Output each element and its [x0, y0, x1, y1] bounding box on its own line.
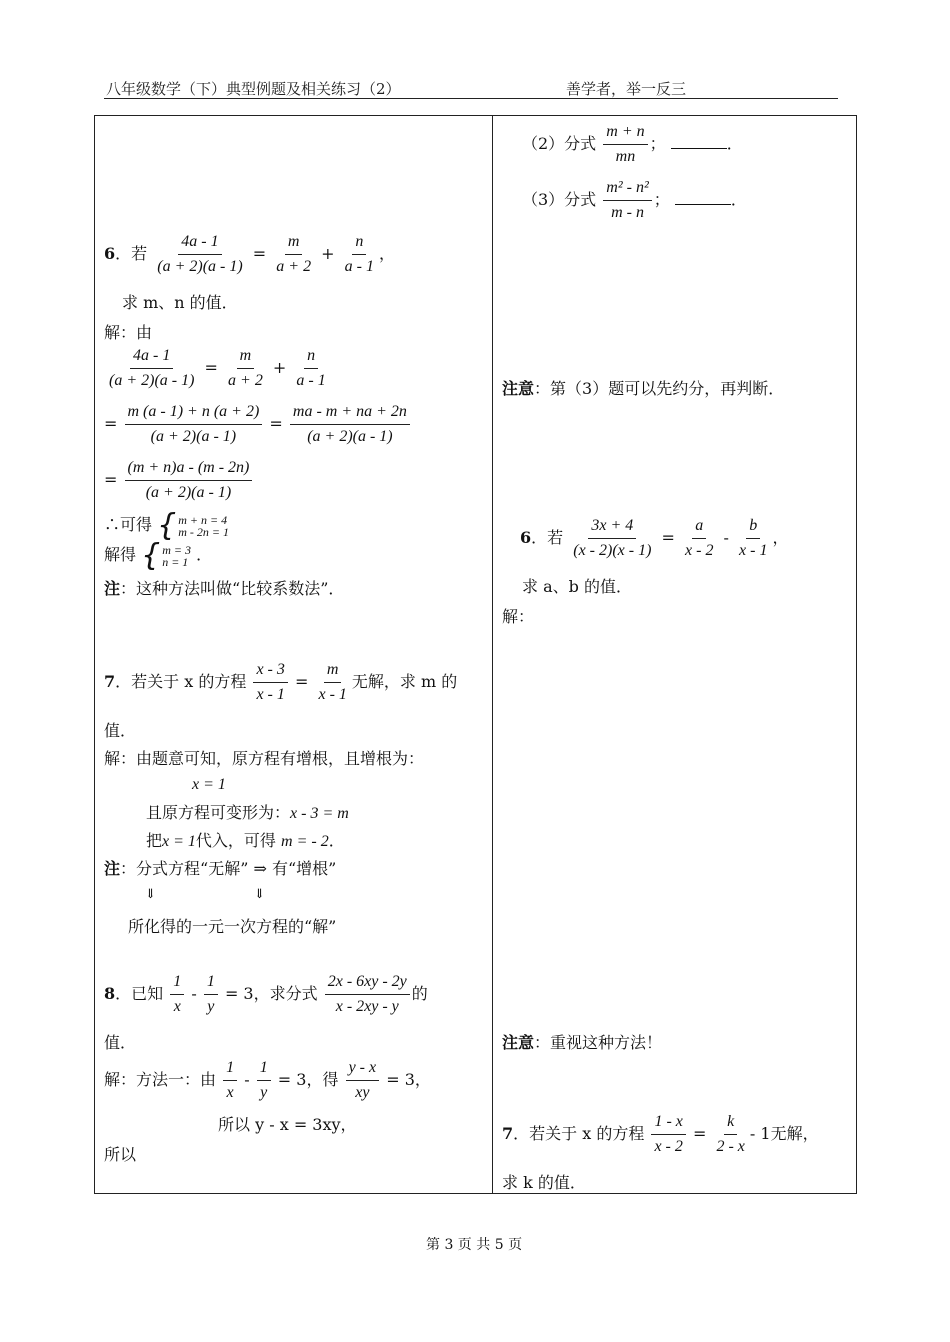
left-q6-statement: 6．若 $\frac{4a - 1}{(a + 2)(a - 1)}$ = $\frac{m}{a + 2}$ + $\frac{n}{a - 1}$ ，: [104, 233, 396, 275]
left-q8-number: 8: [104, 984, 116, 1003]
left-q6-note: 注：这种方法叫做“比较系数法”．: [104, 579, 345, 598]
left-q7-note-conclusion: 所化得的一元一次方程的“解”: [128, 917, 337, 936]
right-part-2: （2）分式 $\frac{m + n}{mn}$ ； ．: [522, 123, 743, 165]
left-q7-root: x = 1: [192, 776, 226, 793]
header-left: 八年级数学（下）典型例题及相关练习（2）: [106, 80, 401, 98]
left-q7-number: 7: [104, 672, 116, 691]
table-border-top: [94, 115, 857, 116]
right-note-2: 注意：重视这种方法！: [502, 1033, 663, 1052]
header-rule: [104, 98, 838, 99]
left-q7-note: 注：分式方程“无解” ⇒ 有“增根”: [104, 859, 337, 878]
left-q6-system-1: ∴可得 { m + n = 4 m - 2n = 1: [104, 507, 229, 543]
down-arrow-icon: ⇓: [254, 887, 265, 902]
left-q6-solution-label: 解：由: [104, 323, 153, 342]
left-q7-solution: 解：由题意可知，原方程有增根，且增根为：: [104, 749, 425, 768]
down-arrow-icon: ⇓: [145, 887, 156, 902]
left-q6-fraction-3: $\frac{n}{a - 1}$: [344, 233, 374, 275]
left-q8-so: 所以 y - x = 3xy，: [218, 1115, 357, 1134]
left-q8-so2: 所以: [104, 1145, 137, 1164]
left-q6-step-2: = $\frac{m (a - 1) + n (a + 2)}{(a + 2)(a - 1)}$ = $\frac{ma - m + na + 2n}{(a + 2)(a - 1)}$: [104, 402, 412, 447]
header-right: 善学者，举一反三: [566, 80, 687, 98]
left-q6-step-1: $\frac{4a - 1}{(a + 2)(a - 1)}$ = $\frac{m}{a + 2}$ + $\frac{n}{a - 1}$: [109, 347, 326, 389]
left-q8-line2: 值．: [104, 1033, 137, 1052]
left-q6-number: 6: [104, 244, 116, 263]
table-divider: [492, 115, 493, 1194]
left-q7-line2: 值．: [104, 721, 137, 740]
right-q6-number: 6: [520, 528, 532, 547]
left-q8-solution: 解：方法一：由 $\frac{1}{x}$ - $\frac{1}{y}$ = 3，得 $\frac{y - x}{xy}$ = 3，: [104, 1059, 431, 1101]
answer-blank: [675, 190, 731, 205]
right-q7-ask: 求 k 的值．: [502, 1173, 586, 1192]
page-number: 第 3 页 共 5 页: [426, 1237, 523, 1253]
right-q7-number: 7: [502, 1124, 514, 1143]
left-q6-system-2: 解得 { m = 3 n = 1 ．: [104, 537, 213, 573]
left-q6-fraction-2: $\frac{m}{a + 2}$: [276, 233, 312, 275]
answer-blank: [671, 134, 727, 149]
right-note-1: 注意：第（3）题可以先约分，再判断．: [502, 379, 785, 398]
right-q6-statement: 6．若 $\frac{3x + 4}{(x - 2)(x - 1)}$ = $\frac{a}{x - 2}$ - $\frac{b}{x - 1}$ ，: [520, 517, 789, 559]
table-border-bottom: [94, 1193, 857, 1194]
left-q6-ask: 求 m、n 的值．: [122, 293, 238, 312]
right-q7-statement: 7．若关于 x 的方程 $\frac{1 - x}{x - 2}$ = $\frac{k}{2 - x}$ - 1无解，: [502, 1113, 819, 1155]
right-q6-solution-label: 解：: [502, 607, 535, 626]
left-q7-transform: 且原方程可变形为：x - 3 = m: [146, 803, 349, 822]
left-q7-statement: 7．若关于 x 的方程 $\frac{x - 3}{x - 1}$ = $\frac{m}{x - 1}$ 无解，求 m 的: [104, 661, 458, 703]
left-q6-fraction-1: $\frac{4a - 1}{(a + 2)(a - 1)}$: [157, 233, 243, 275]
implies-arrow: ⇒: [253, 859, 267, 878]
table-border-right: [856, 115, 857, 1194]
left-q8-statement: 8．已知 $\frac{1}{x}$ - $\frac{1}{y}$ = 3，求分式 $\frac{2x - 6xy - 2y}{x - 2xy - y}$ 的: [104, 973, 428, 1015]
left-q7-substitute: 把x = 1代入，可得 m = - 2．: [146, 831, 345, 850]
right-part-3: （3）分式 $\frac{\text{m² - n²}}{m - n}$ ； ．: [522, 179, 747, 221]
right-q6-ask: 求 a、b 的值．: [522, 577, 632, 596]
table-border-left: [94, 115, 95, 1194]
equation-system: { m = 3 n = 1: [141, 537, 191, 573]
equation-system: { m + n = 4 m - 2n = 1: [157, 507, 229, 543]
left-q6-step-3: = $\frac{(m + n)a - (m - 2n)}{(a + 2)(a - 1)}$: [104, 458, 254, 503]
